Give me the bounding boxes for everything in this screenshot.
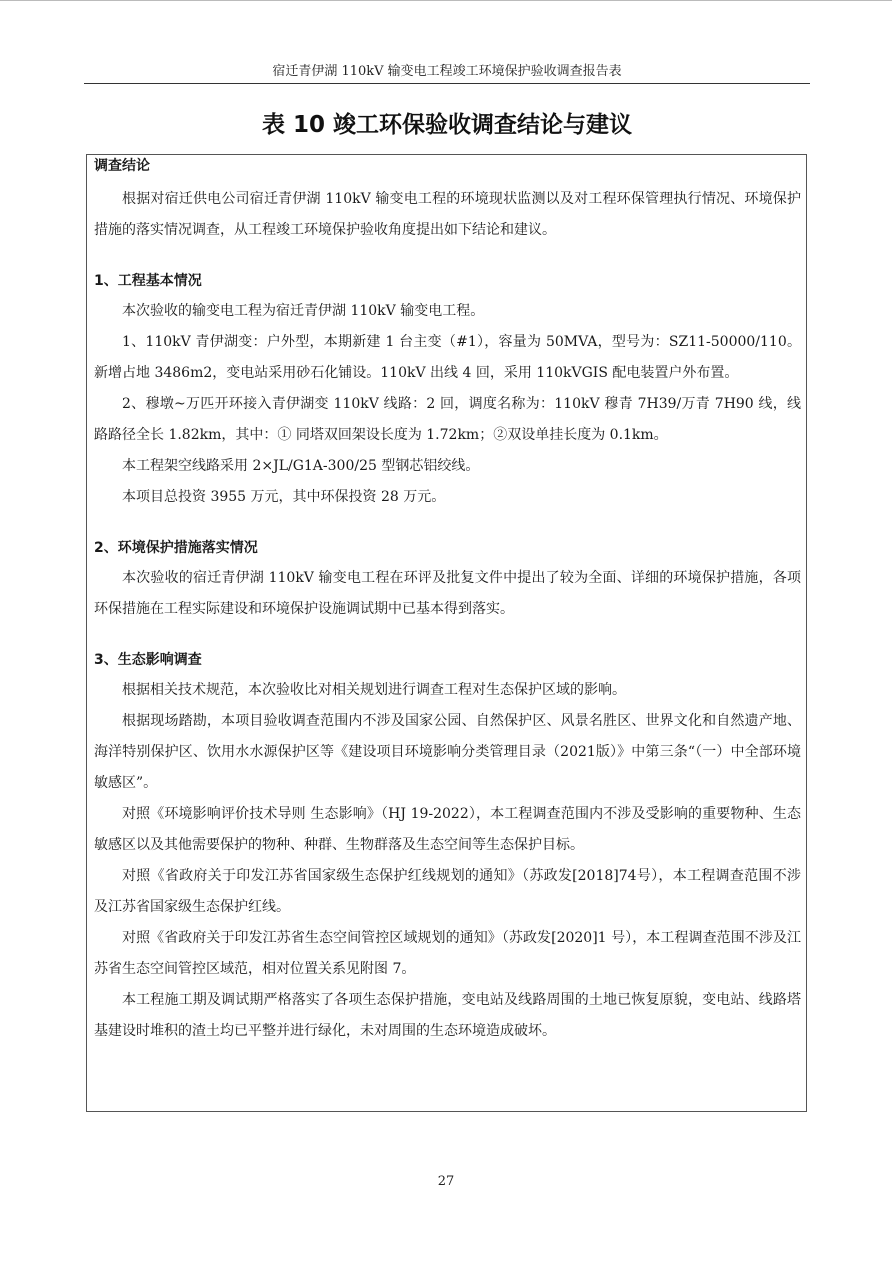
page-top-border bbox=[0, 0, 892, 1]
section-spacer bbox=[94, 513, 801, 537]
paragraph: 对照《环境影响评价技术导则 生态影响》（HJ 19-2022），本工程调查范围内不涉及受影响的重要物种、生态敏感区以及其他需要保护的物种、种群、生物群落及生态空间等生态保护目标。 bbox=[94, 806, 801, 853]
paragraph: 1、110kV 青伊湖变：户外型，本期新建 1 台主变（#1），容量为 50MVA，型号为：SZ11-50000/110。新增占地 3486m2，变电站采用砂石化铺设。110kV 出线 4 回，采用 110kVGIS 配电装置户外布置。 bbox=[94, 334, 801, 381]
running-header: 宿迁青伊湖 110kV 输变电工程竣工环境保护验收调查报告表 bbox=[272, 64, 622, 79]
box-label: 调查结论 bbox=[94, 158, 150, 174]
conclusion-content bbox=[94, 155, 801, 1047]
section-heading-basic-info: 1、工程基本情况 bbox=[94, 273, 202, 289]
section-spacer bbox=[94, 625, 801, 649]
paragraph: 根据相关技术规范，本次验收比对相关规划进行调查工程对生态保护区域的影响。 bbox=[122, 682, 626, 698]
paragraph: 本次验收的输变电工程为宿迁青伊湖 110kV 输变电工程。 bbox=[122, 303, 485, 319]
intro-paragraph: 根据对宿迁供电公司宿迁青伊湖 110kV 输变电工程的环境现状监测以及对工程环保管理执行情况、环境保护措施的落实情况调查，从工程竣工环境保护验收角度提出如下结论和建议。 bbox=[94, 191, 801, 238]
paragraph: 本工程架空线路采用 2×JL/G1A-300/25 型钢芯铝绞线。 bbox=[122, 458, 480, 474]
section-heading-measures: 2、环境保护措施落实情况 bbox=[94, 540, 258, 556]
paragraph: 2、穆墩~万匹开环接入青伊湖变 110kV 线路：2 回，调度名称为：110kV 穆青 7H39/万青 7H90 线，线路路径全长 1.82km，其中：① 同塔双回架设长度为 1.72km；②双设单挂长度为 0.1km。 bbox=[94, 396, 801, 443]
table-title: 表 10 竣工环保验收调查结论与建议 bbox=[261, 112, 633, 138]
section-spacer bbox=[94, 246, 801, 270]
paragraph: 本工程施工期及调试期严格落实了各项生态保护措施，变电站及线路周围的土地已恢复原貌，变电站、线路塔基建设时堆积的渣土均已平整并进行绿化，未对周围的生态环境造成破坏。 bbox=[94, 992, 801, 1039]
paragraph: 根据现场踏勘，本项目验收调查范围内不涉及国家公园、自然保护区、风景名胜区、世界文化和自然遗产地、海洋特别保护区、饮用水水源保护区等《建设项目环境影响分类管理目录（2021版）》中第三条“（一）中全部环境敏感区”。 bbox=[94, 713, 801, 791]
header-rule bbox=[84, 83, 810, 84]
paragraph: 对照《省政府关于印发江苏省国家级生态保护红线规划的通知》（苏政发[2018]74号），本工程调查范围不涉及江苏省国家级生态保护红线。 bbox=[94, 868, 801, 915]
paragraph: 对照《省政府关于印发江苏省生态空间管控区域规划的通知》（苏政发[2020]1 号），本工程调查范围不涉及江苏省生态空间管控区域范，相对位置关系见附图 7。 bbox=[94, 930, 801, 977]
paragraph: 本项目总投资 3955 万元，其中环保投资 28 万元。 bbox=[122, 489, 446, 505]
paragraph: 本次验收的宿迁青伊湖 110kV 输变电工程在环评及批复文件中提出了较为全面、详细的环境保护措施，各项环保措施在工程实际建设和环境保护设施调试期中已基本得到落实。 bbox=[94, 570, 801, 617]
page-number: 27 bbox=[437, 1174, 455, 1189]
section-heading-ecology: 3、生态影响调查 bbox=[94, 652, 202, 668]
